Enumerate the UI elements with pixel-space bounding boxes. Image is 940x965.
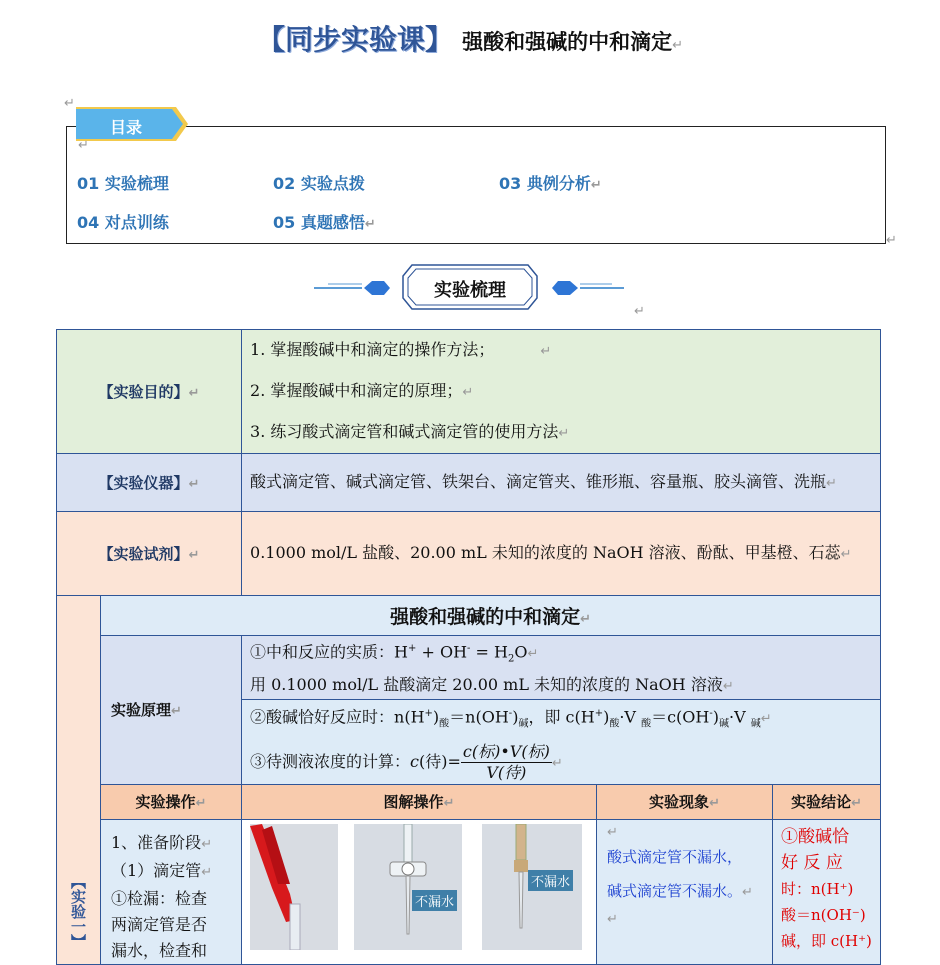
toc-item-2[interactable]: 02 实验点拨	[273, 174, 365, 193]
section-deco-right	[548, 278, 628, 298]
purpose-line-1: 1. 掌握酸碱中和滴定的操作方法； ↵	[250, 340, 552, 359]
experiment-heading: 强酸和强碱的中和滴定↵	[101, 596, 881, 636]
purpose-row	[57, 330, 881, 454]
reagents-row	[57, 512, 881, 596]
conclusion-line-4: 酸＝n(OH⁻)	[781, 905, 866, 924]
purpose-label: 【实验目的】↵	[57, 330, 242, 454]
principle-3: ③待测液浓度的计算：c(待)= $\frac{\text{c(标)•V(标)}}{\text{V(待)}}$ ↵	[250, 742, 563, 783]
experiment-side-label: 【实验一】	[69, 874, 87, 950]
reagents-label: 【实验试剂】↵	[57, 512, 242, 596]
experiment-side-cell	[57, 596, 101, 965]
purpose-content	[242, 330, 881, 454]
phenomenon-cell: ↵ 酸式滴定管不漏水， 碱式滴定管不漏水。↵ ↵	[597, 819, 773, 964]
section-header-title: 实验梳理	[434, 280, 506, 301]
header-conclusion: 实验结论↵	[773, 784, 881, 819]
conclusion-line-1: ①酸碱恰	[781, 826, 850, 847]
toc-item-4[interactable]: 04 对点训练	[77, 213, 169, 232]
op-line-1: 1、准备阶段↵	[111, 832, 213, 852]
phenomenon-2: 碱式滴定管不漏水。↵	[607, 881, 753, 900]
title-main: 强酸和强碱的中和滴定	[462, 29, 673, 54]
toc-tab-label: 目录	[110, 118, 143, 137]
step-row	[57, 819, 881, 964]
op-line-2: （1）滴定管↵	[111, 860, 213, 880]
toc-box	[66, 126, 886, 244]
conclusion-line-5: 碱，即 c(H⁺)	[781, 931, 872, 950]
experiment-table	[56, 329, 881, 965]
principle-row-1	[57, 636, 881, 700]
principle-1: ①中和反应的实质：$H^+ + OH^- = H_2O↵$ 用 0.1000 mol/L 盐酸滴定 20.00 mL 未知的浓度的 NaOH 溶液↵	[242, 636, 881, 700]
op-line-3: ①检漏：检查	[111, 888, 208, 908]
burette-image-1	[250, 824, 338, 950]
operation-cell	[101, 819, 242, 964]
conclusion-line-3: 时：n(H⁺)	[781, 879, 854, 898]
apparatus-row	[57, 454, 881, 512]
op-line-4: 两滴定管是否	[111, 914, 208, 934]
principle-2-3	[242, 699, 881, 784]
document-title: 【同步实验课】 强酸和强碱的中和滴定↵	[256, 23, 683, 56]
section-deco-left	[314, 278, 394, 298]
column-header-row	[57, 784, 881, 819]
toc-item-3[interactable]: 03 典例分析↵	[499, 174, 602, 193]
conclusion-cell	[773, 819, 881, 964]
apparatus-label: 【实验仪器】↵	[57, 454, 242, 512]
op-line-5: 漏水，检查和	[111, 940, 208, 960]
conclusion-line-2: 好 反 应	[781, 852, 843, 873]
title-bracket: 【同步实验课】	[256, 23, 453, 56]
toc-item-1[interactable]: 01 实验梳理	[77, 174, 169, 193]
principle-2: ②酸碱恰好反应时：$n(H^+)_酸=n(OH^-)_碱$，即 $c(H^+)_酸\cdot V$ $_酸=c(OH^-)_碱\cdot V$ $_碱$↵	[250, 707, 772, 730]
burette-image-2	[354, 824, 462, 950]
illustration-cell	[242, 819, 597, 964]
header-phenomenon: 实验现象↵	[597, 784, 773, 819]
header-operation: 实验操作↵	[101, 784, 242, 819]
image-label-1: 不漏水	[412, 890, 457, 911]
image-label-2: 不漏水	[528, 870, 573, 891]
purpose-line-2: 2. 掌握酸碱中和滴定的原理；↵	[250, 381, 474, 400]
phenomenon-1: 酸式滴定管不漏水，	[607, 847, 743, 866]
apparatus-content: 酸式滴定管、碱式滴定管、铁架台、滴定管夹、锥形瓶、容量瓶、胶头滴管、洗瓶↵	[242, 454, 881, 512]
purpose-line-3: 3. 练习酸式滴定管和碱式滴定管的使用方法↵	[250, 422, 570, 441]
principle-label: 实验原理↵	[101, 636, 242, 785]
header-illustration: 图解操作↵	[242, 784, 597, 819]
reagents-content: 0.1000 mol/L 盐酸、20.00 mL 未知的浓度的 NaOH 溶液、酚酞、甲基橙、石蕊↵	[242, 512, 881, 596]
toc-item-5[interactable]: 05 真题感悟↵	[273, 213, 376, 232]
experiment-heading-row	[57, 596, 881, 636]
